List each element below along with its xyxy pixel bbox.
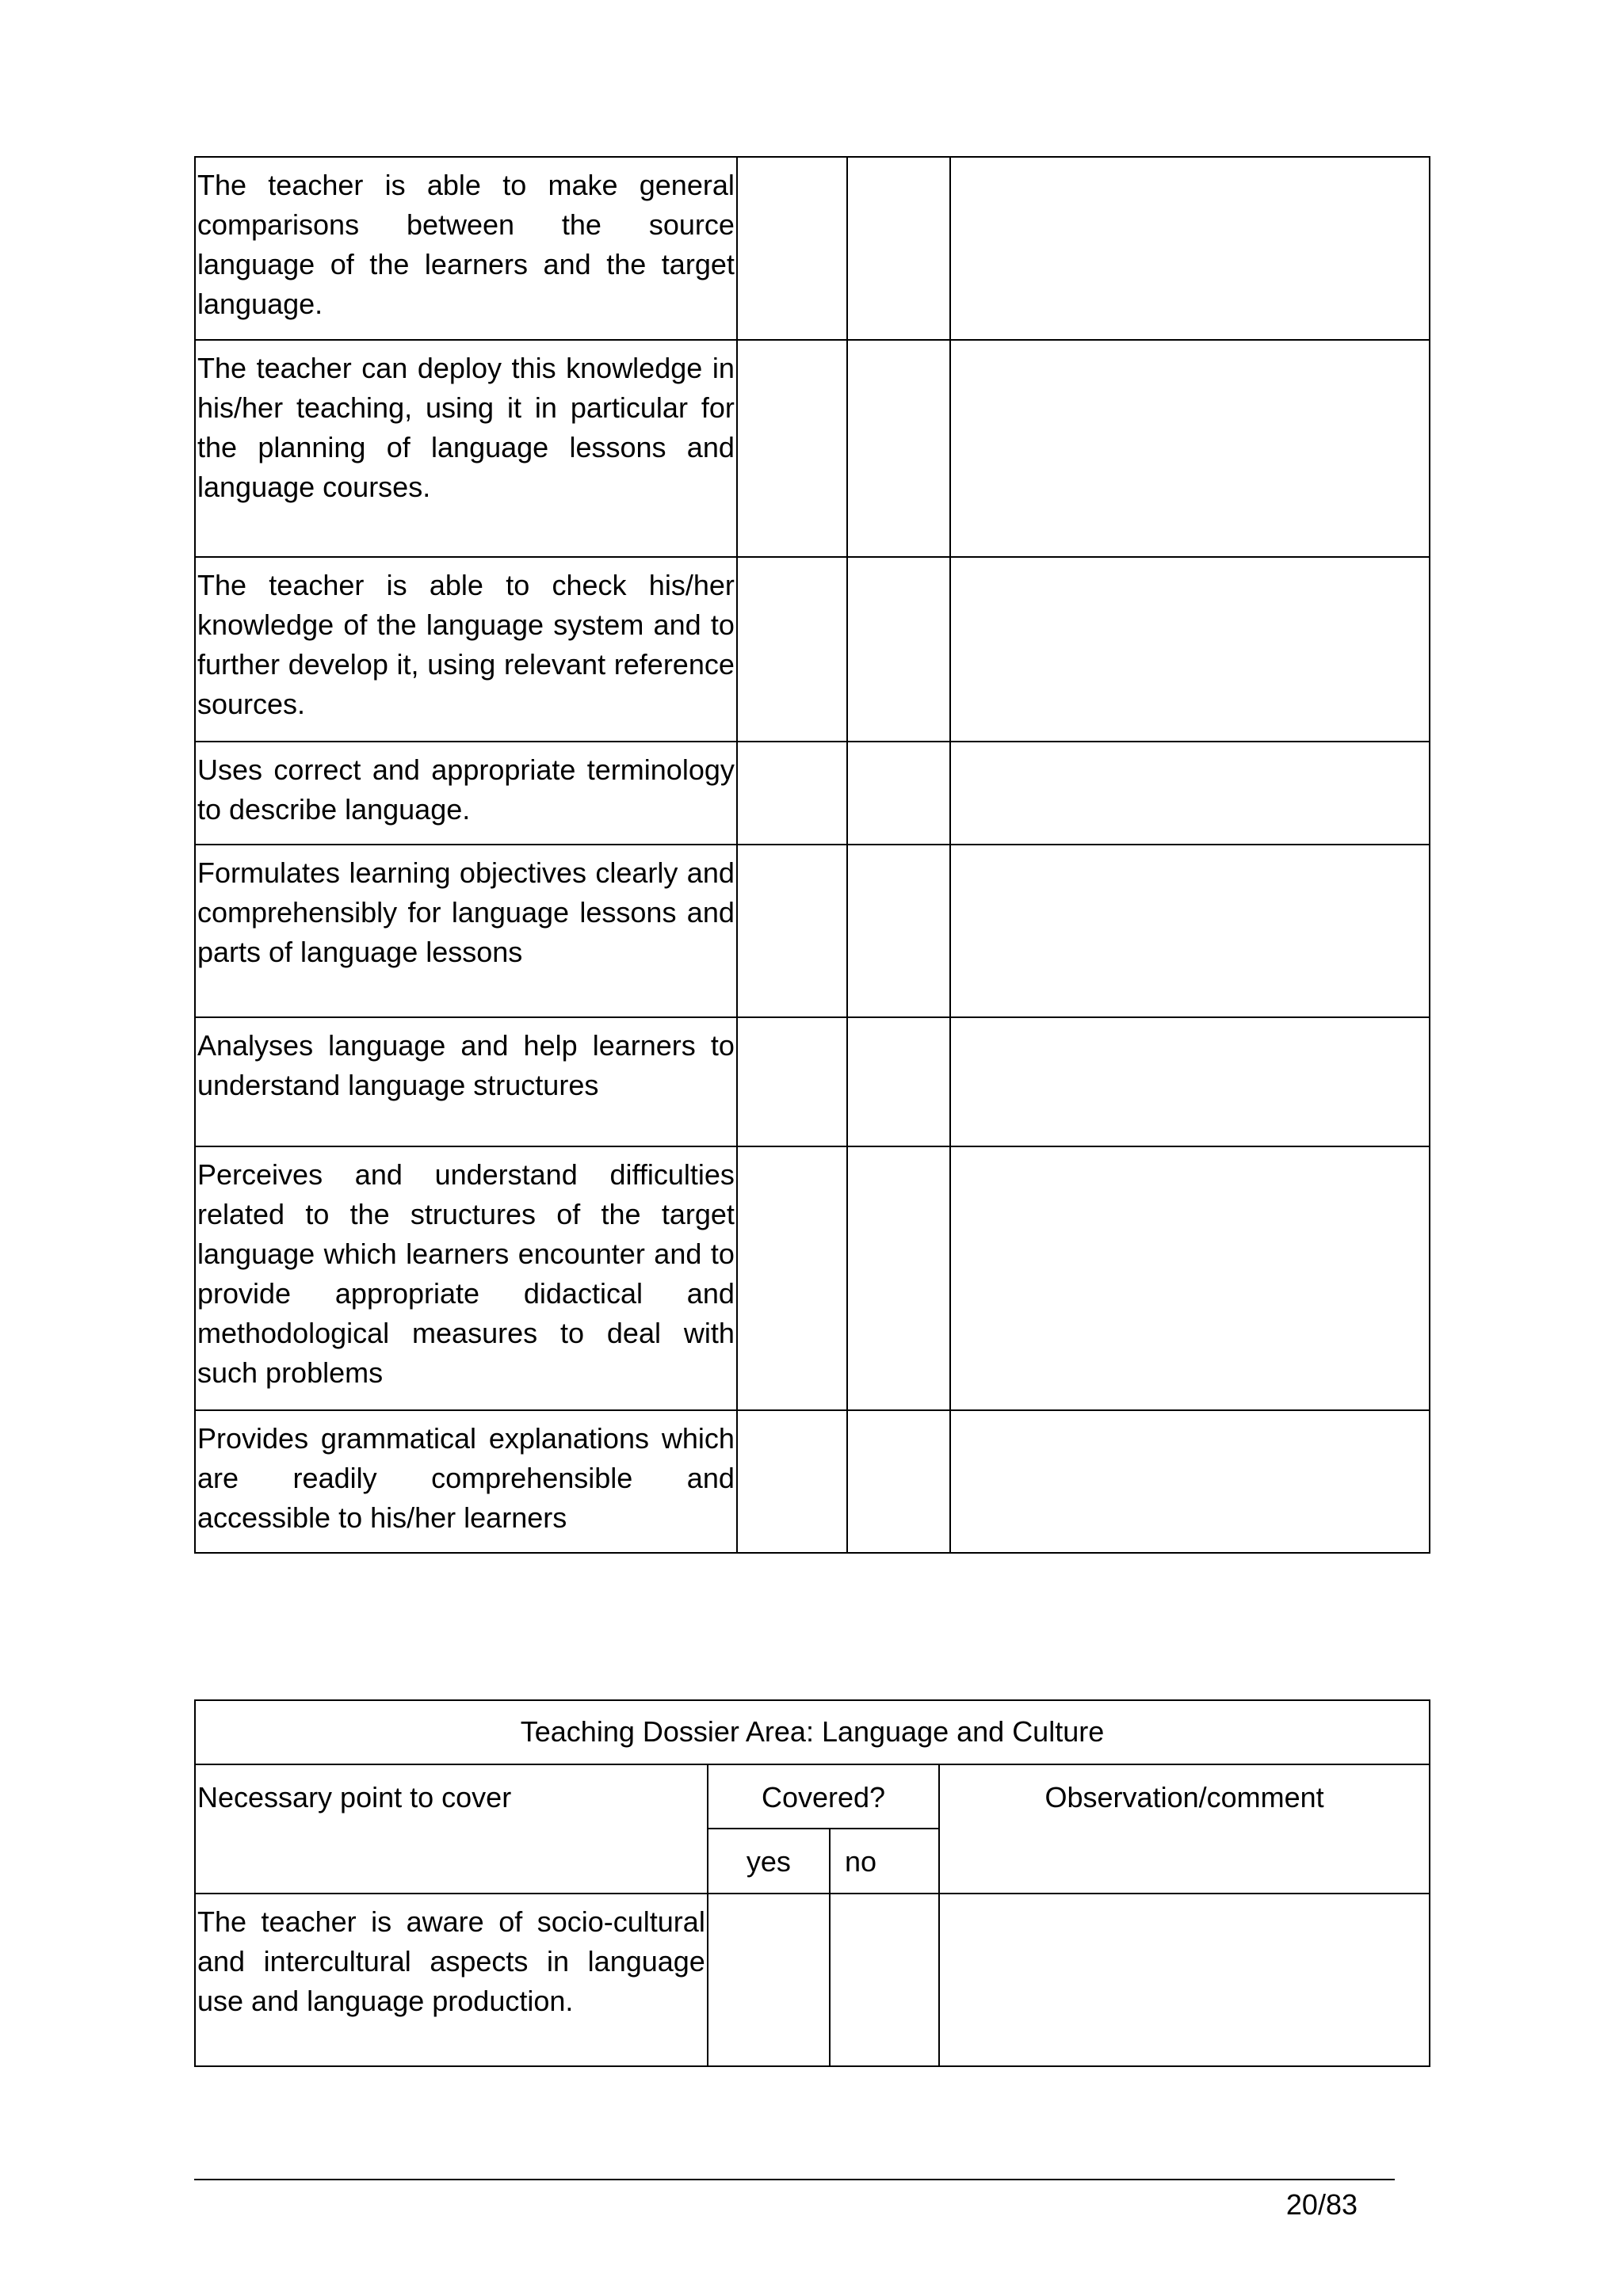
no-cell[interactable]	[847, 1410, 950, 1553]
comment-cell[interactable]	[939, 1894, 1430, 2066]
table-row	[195, 340, 1430, 557]
header-no: no	[830, 1829, 939, 1894]
comment-cell[interactable]	[950, 1410, 1430, 1553]
no-cell[interactable]	[847, 1146, 950, 1410]
no-cell[interactable]	[847, 742, 950, 845]
table-row	[195, 1146, 1430, 1410]
competence-text: Formulates learning objectives clearly and comprehensibly for language lessons and parts of language lessons	[195, 845, 737, 1017]
no-cell[interactable]	[847, 340, 950, 557]
yes-cell[interactable]	[737, 1017, 847, 1146]
competence-text: Uses correct and appropriate terminology to describe language.	[195, 742, 737, 845]
yes-cell[interactable]	[737, 557, 847, 742]
no-cell[interactable]	[847, 845, 950, 1017]
yes-cell[interactable]	[708, 1894, 830, 2066]
page-number: 20/83	[1285, 2188, 1358, 2221]
culture-text: The teacher is aware of socio-cultural and intercultural aspects in language use and language production.	[195, 1894, 708, 2066]
header-comment: Observation/comment	[939, 1764, 1430, 1894]
comment-cell[interactable]	[950, 157, 1430, 340]
yes-cell[interactable]	[737, 742, 847, 845]
table-row	[195, 845, 1430, 1017]
competence-text: Provides grammatical explanations which are readily comprehensible and accessible to his/her learners	[195, 1410, 737, 1553]
table-row	[195, 1410, 1430, 1553]
no-cell[interactable]	[847, 1017, 950, 1146]
table-title-row	[195, 1700, 1430, 1764]
comment-cell[interactable]	[950, 742, 1430, 845]
competence-text: Perceives and understand difficulties related to the structures of the target language which learners encounter and to provide appropriate didactical and methodological measures to deal with such problems	[195, 1146, 737, 1410]
table-row	[195, 1017, 1430, 1146]
table-header-row	[195, 1764, 1430, 1829]
competence-text: The teacher is able to check his/her knowledge of the language system and to further develop it, using relevant reference sources.	[195, 557, 737, 742]
header-yes: yes	[708, 1829, 830, 1894]
no-cell[interactable]	[847, 557, 950, 742]
competence-table	[194, 156, 1430, 1554]
yes-cell[interactable]	[737, 157, 847, 340]
comment-cell[interactable]	[950, 1017, 1430, 1146]
no-cell[interactable]	[830, 1894, 939, 2066]
no-cell[interactable]	[847, 157, 950, 340]
table-row	[195, 742, 1430, 845]
comment-cell[interactable]	[950, 557, 1430, 742]
table-row	[195, 557, 1430, 742]
culture-table	[194, 1699, 1430, 2067]
header-point: Necessary point to cover	[195, 1764, 708, 1894]
competence-text: The teacher can deploy this knowledge in his/her teaching, using it in particular for the planning of language lessons and language courses.	[195, 340, 737, 557]
comment-cell[interactable]	[950, 1146, 1430, 1410]
comment-cell[interactable]	[950, 340, 1430, 557]
competence-text: The teacher is able to make general comparisons between the source language of the learners and the target language.	[195, 157, 737, 340]
yes-cell[interactable]	[737, 845, 847, 1017]
table-row	[195, 1894, 1430, 2066]
competence-text: Analyses language and help learners to understand language structures	[195, 1017, 737, 1146]
yes-cell[interactable]	[737, 1146, 847, 1410]
table-row	[195, 157, 1430, 340]
comment-cell[interactable]	[950, 845, 1430, 1017]
header-covered: Covered?	[708, 1764, 939, 1829]
table-title: Teaching Dossier Area: Language and Culture	[195, 1700, 1430, 1764]
yes-cell[interactable]	[737, 1410, 847, 1553]
footer-divider	[194, 2179, 1395, 2180]
yes-cell[interactable]	[737, 340, 847, 557]
